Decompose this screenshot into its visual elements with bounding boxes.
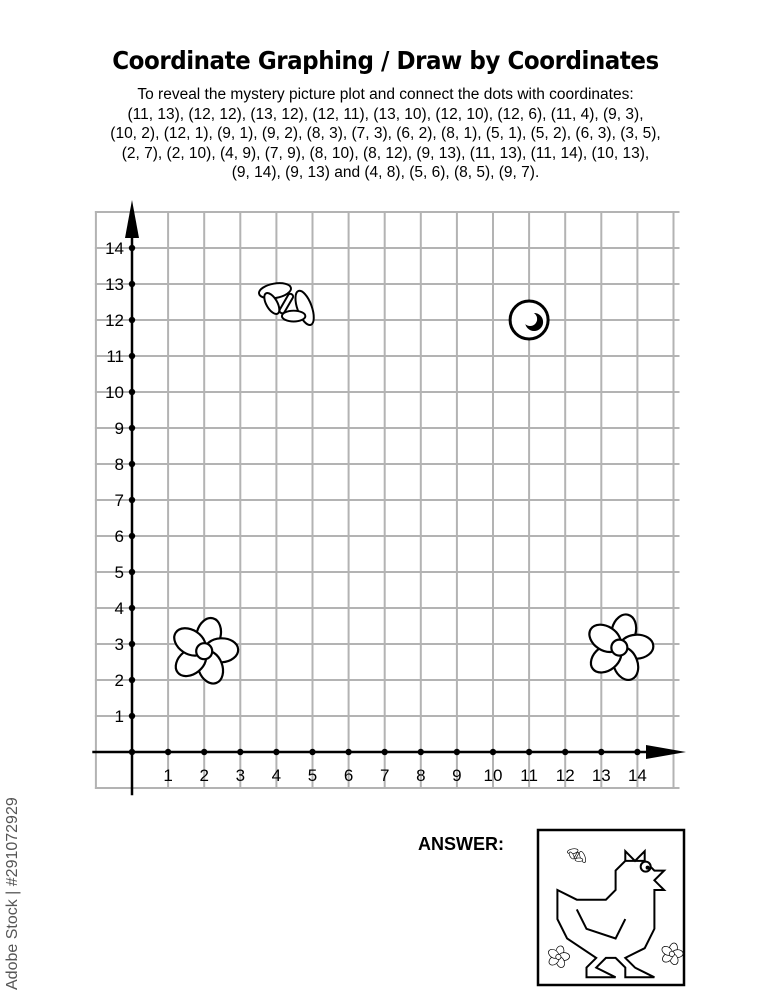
x-tick-dot: [598, 749, 604, 755]
y-tick-dot: [129, 245, 135, 251]
moon-icon: [510, 301, 548, 339]
y-tick-dot: [129, 569, 135, 575]
answer-chicken-pupil: [646, 866, 650, 870]
flower-icon: [169, 615, 239, 687]
x-tick-dot: [165, 749, 171, 755]
y-tick-dot: [129, 641, 135, 647]
x-tick-dot: [382, 749, 388, 755]
y-tick-dot: [129, 389, 135, 395]
y-tick-label: 7: [114, 491, 124, 510]
y-tick-dot: [129, 605, 135, 611]
y-tick-label: 9: [114, 419, 124, 438]
y-tick-label: 8: [114, 455, 124, 474]
y-tick-label: 5: [114, 563, 124, 582]
y-tick-dot: [129, 353, 135, 359]
moon-shadow: [523, 312, 537, 326]
y-axis-arrow-icon: [125, 200, 139, 238]
x-tick-label: 10: [483, 766, 503, 785]
x-tick-label: 2: [199, 766, 209, 785]
x-tick-label: 4: [271, 766, 282, 785]
y-tick-dot: [129, 677, 135, 683]
y-tick-dot: [129, 425, 135, 431]
y-tick-dot: [129, 461, 135, 467]
x-tick-label: 12: [555, 766, 575, 785]
y-tick-label: 12: [105, 311, 124, 330]
instruction-line: (10, 2), (12, 1), (9, 1), (9, 2), (8, 3), (7, 3), (6, 2), (8, 1), (5, 1), (5, 2), (6, 3), (3, 5),: [110, 125, 661, 142]
y-tick-label: 14: [105, 239, 124, 258]
flower-center: [556, 954, 561, 959]
x-tick-label: 9: [452, 766, 462, 785]
x-tick-dot: [237, 749, 243, 755]
instruction-line: (2, 7), (2, 10), (4, 9), (7, 9), (8, 10), (8, 12), (9, 13), (11, 13), (11, 14), (10, 13),: [121, 144, 650, 162]
y-tick-label: 10: [105, 383, 124, 402]
page-title: Coordinate Graphing / Draw by Coordinates: [112, 46, 659, 75]
y-tick-dot: [129, 497, 135, 503]
x-axis-arrow-icon: [646, 745, 686, 759]
flower-center: [611, 640, 627, 656]
y-tick-label: 4: [114, 599, 124, 618]
y-tick-label: 1: [114, 707, 124, 726]
x-tick-dot: [634, 749, 640, 755]
x-tick-label: 7: [379, 766, 390, 785]
x-tick-dot: [454, 749, 460, 755]
x-tick-label: 14: [627, 766, 647, 785]
x-tick-dot: [345, 749, 351, 755]
x-tick-label: 8: [416, 766, 426, 785]
x-tick-dot: [418, 749, 424, 755]
instruction-line: To reveal the mystery picture plot and connect the dots with coordinates:: [137, 86, 634, 103]
flower-center: [196, 643, 212, 659]
x-tick-label: 6: [343, 766, 354, 785]
x-tick-label: 11: [520, 766, 538, 785]
answer-label: ANSWER:: [418, 834, 504, 854]
flower-center: [669, 951, 674, 956]
x-tick-dot: [490, 749, 496, 755]
x-tick-dot: [309, 749, 315, 755]
y-tick-label: 13: [105, 275, 124, 294]
x-tick-label: 1: [163, 766, 173, 785]
instruction-line: (9, 14), (9, 13) and (4, 8), (5, 6), (8, 5), (9, 7).: [231, 164, 540, 181]
x-tick-label: 13: [591, 766, 611, 785]
x-tick-label: 3: [235, 766, 246, 785]
x-tick-dot: [526, 749, 532, 755]
x-tick-dot: [273, 749, 279, 755]
y-tick-label: 6: [114, 527, 124, 546]
y-tick-dot: [129, 281, 135, 287]
instruction-line: (11, 13), (12, 12), (13, 12), (12, 11), (13, 10), (12, 10), (12, 6), (11, 4), (9, 3),: [127, 105, 644, 123]
x-tick-dot: [562, 749, 568, 755]
x-tick-dot: [201, 749, 207, 755]
y-tick-label: 11: [106, 347, 124, 366]
origin-dot: [129, 749, 135, 755]
y-tick-dot: [129, 533, 135, 539]
y-tick-dot: [129, 317, 135, 323]
x-tick-label: 5: [307, 766, 318, 785]
y-tick-label: 3: [114, 635, 124, 654]
y-tick-label: 2: [114, 671, 124, 690]
watermark: Adobe Stock | #291072929: [4, 797, 21, 990]
flower-icon: [584, 612, 654, 684]
butterfly-icon: [249, 267, 329, 337]
y-tick-dot: [129, 713, 135, 719]
